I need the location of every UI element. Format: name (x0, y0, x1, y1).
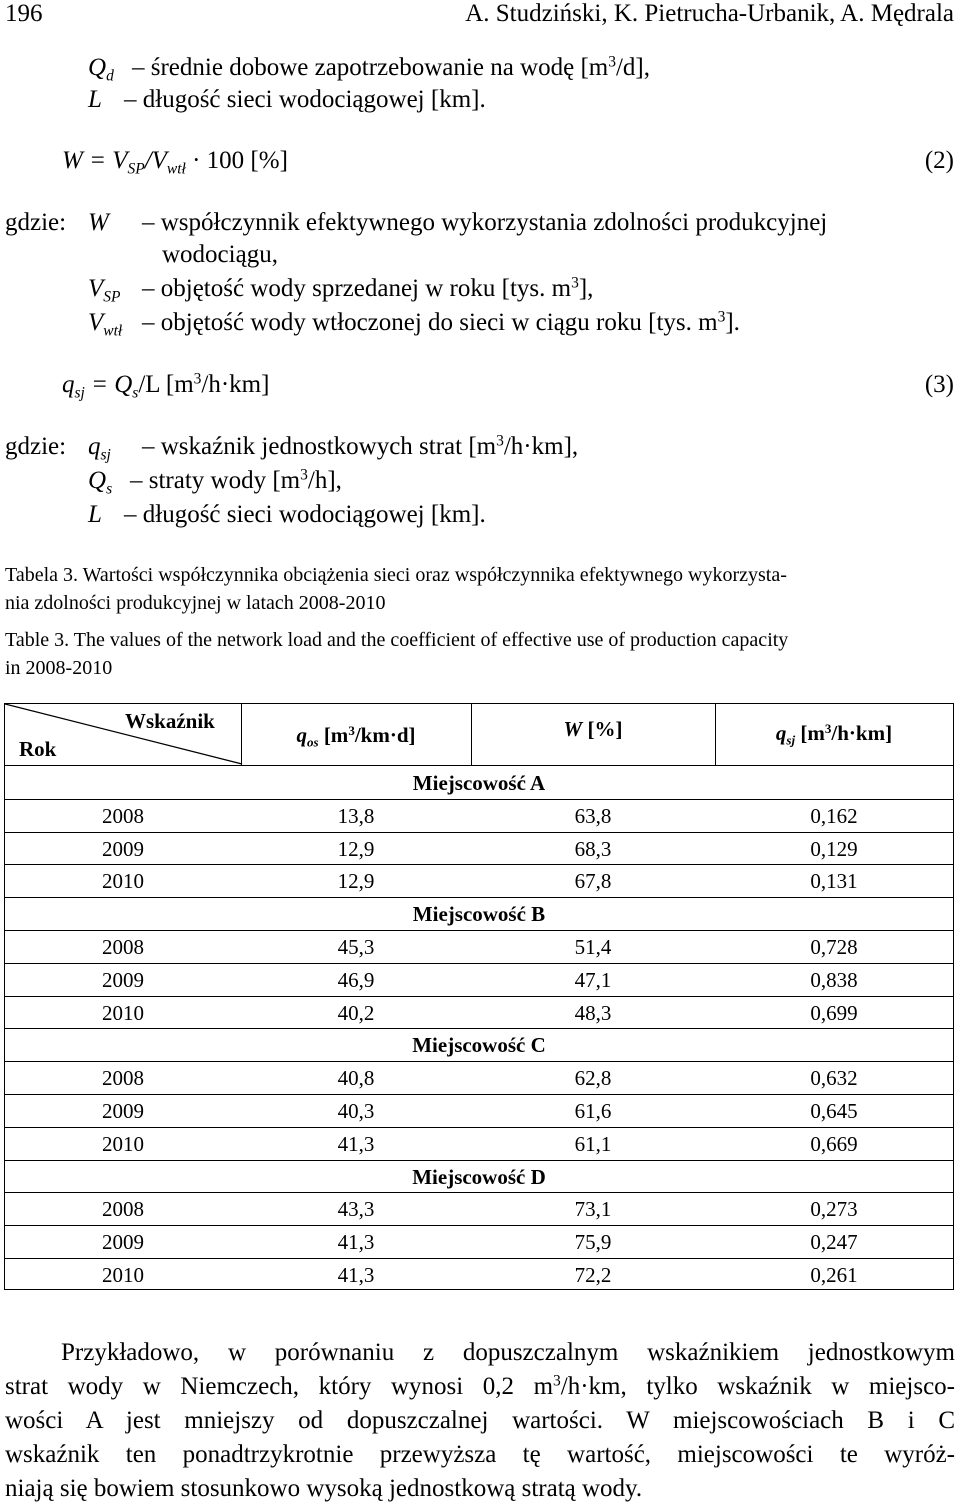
paragraph-line: wskaźnik ten ponadtrzykrotnie przewyższa tę wartość, miejscowości te wyróż- (5, 1441, 955, 1468)
value-cell: 47,1 (574, 967, 612, 992)
value-cell: 0,728 (810, 935, 858, 959)
paragraph-line: wości A jest mniejszy od dopuszczalnej wartości. W miejscowościach B i C (5, 1407, 955, 1434)
def-L2-symbol: L (88, 501, 102, 528)
paragraph-line: Przykładowo, w porównaniu z dopuszczalnym wskaźnikiem jednostkowym (61, 1339, 955, 1366)
paragraph-line: strat wody w Niemczech, który wynosi 0,2 $m^3/h\cdot km$, tylko wskaźnik w miejsco- (5, 1372, 955, 1400)
value-cell: 12,9 (337, 869, 375, 894)
value-cell: 48,3 (574, 1000, 612, 1025)
value-cell: 40,8 (337, 1066, 375, 1091)
value-cell: 0,247 (810, 1230, 858, 1255)
row-rule (5, 1061, 953, 1062)
def-Qs-symbol: $Q_s$ (88, 467, 113, 498)
corner-label-rok: Rok (19, 737, 57, 761)
def-Qs-text: – straty wody $[m^3/h]$, (130, 466, 342, 494)
year-cell: 2009 (102, 967, 144, 992)
row-rule (5, 963, 953, 964)
row-rule (5, 897, 953, 898)
value-cell: 0,699 (810, 1000, 858, 1025)
def-L-text: – długość sieci wodociągowej [km]. (124, 86, 486, 113)
row-rule (5, 1127, 953, 1128)
def-L-symbol: L (88, 86, 102, 113)
data-table (4, 703, 954, 1290)
equation-3-number: (3) (924, 371, 954, 398)
year-cell: 2008 (102, 1066, 144, 1091)
col-header-qos: $q_{os}$ $[m^3/km\cdot d]$ (296, 722, 416, 750)
row-rule (5, 1192, 953, 1193)
value-cell: 13,8 (337, 803, 375, 828)
value-cell: 62,8 (574, 1066, 612, 1091)
value-cell: 45,3 (337, 935, 375, 959)
value-cell: 72,2 (574, 1263, 612, 1287)
equation-3: $q_{sj} = Q_s/L$ $[m^3/h\cdot km]$ (62, 370, 270, 402)
gdzie-label-2: gdzie: (5, 433, 67, 460)
def-qd-text: – średnie dobowe zapotrzebowanie na wodę $[m^3/d]$, (132, 53, 650, 81)
caption-pl-line1: Tabela 3. Wartości współczynnika obciążenia sieci oraz współczynnika efektywnego wykorzysta- (5, 564, 787, 586)
value-cell: 63,8 (574, 803, 612, 828)
year-cell: 2008 (102, 1197, 144, 1222)
def-Vwtl-text: – objętość wody wtłoczonej do sieci w ciągu roku [tys. $m^3$]. (142, 308, 740, 336)
value-cell: 61,6 (574, 1099, 612, 1123)
col-header-qsj: $q_{sj}$ $[m^3/h\cdot km]$ (775, 720, 893, 748)
value-cell: 0,162 (810, 803, 858, 828)
def-qsj-text: – wskaźnik jednostkowych strat $[m^3/h\cdot km]$, (142, 432, 579, 460)
value-cell: 0,273 (810, 1197, 858, 1222)
value-cell: 67,8 (574, 869, 612, 894)
row-rule (5, 799, 953, 800)
value-cell: 0,838 (810, 967, 858, 992)
gdzie-label: gdzie: (5, 209, 67, 236)
body-paragraph (5, 1336, 955, 1506)
year-cell: 2010 (102, 1263, 144, 1287)
caption-en-line2: in 2008-2010 (5, 657, 113, 679)
year-cell: 2010 (102, 869, 144, 894)
group-header: Miejscowość D (412, 1164, 546, 1189)
def-Vwtl-symbol: $V_{wtł}$ (88, 309, 123, 340)
value-cell: 0,632 (810, 1066, 858, 1091)
value-cell: 61,1 (574, 1131, 612, 1156)
def-W-symbol: W (88, 209, 109, 236)
year-cell: 2009 (102, 1230, 144, 1255)
value-cell: 0,131 (810, 869, 858, 894)
group-header: Miejscowość B (412, 902, 546, 927)
value-cell: 40,2 (337, 1000, 375, 1025)
row-rule (5, 1258, 953, 1259)
value-cell: 41,3 (337, 1263, 375, 1287)
col-header-W: W [%] (563, 717, 623, 741)
equation-2: $W = V_{SP}/V_{wtł} \cdot 100$ [%] (62, 147, 288, 178)
row-rule (5, 996, 953, 997)
def-qsj-symbol: $q_{sj}$ (88, 433, 111, 464)
row-rule (5, 930, 953, 931)
value-cell: 0,645 (810, 1099, 858, 1123)
value-cell: 0,261 (810, 1263, 858, 1287)
paragraph-line: niają się bowiem stosunkowo wysoką jednostkową stratą wody. (5, 1475, 643, 1502)
value-cell: 75,9 (574, 1230, 612, 1255)
value-cell: 40,3 (337, 1099, 375, 1123)
running-header-authors: A. Studziński, K. Pietrucha-Urbanik, A. Mędrala (465, 0, 954, 27)
def-qd: $Q_d$ (88, 54, 114, 85)
def-VSP-text: – objętość wody sprzedanej w roku [tys. $m^3$], (142, 274, 594, 302)
value-cell: 41,3 (337, 1131, 375, 1156)
group-header: Miejscowość A (412, 771, 546, 795)
year-cell: 2009 (102, 836, 144, 861)
def-W-text: – współczynnik efektywnego wykorzystania zdolności produkcyjnej (142, 209, 828, 236)
year-cell: 2010 (102, 1000, 144, 1025)
value-cell: 68,3 (574, 836, 612, 861)
value-cell: 12,9 (337, 836, 375, 861)
row-rule (5, 864, 953, 865)
value-cell: 73,1 (574, 1197, 612, 1222)
value-cell: 0,129 (810, 836, 858, 861)
row-rule (5, 1028, 953, 1029)
caption-pl-line2: nia zdolności produkcyjnej w latach 2008-2010 (5, 592, 386, 614)
row-rule (5, 832, 953, 833)
value-cell: 41,3 (337, 1230, 375, 1255)
caption-en-line1: Table 3. The values of the network load and the coefficient of effective use of production capacity (5, 629, 789, 651)
row-rule (5, 1094, 953, 1095)
def-VSP-symbol: $V_{SP}$ (88, 275, 121, 306)
year-cell: 2008 (102, 935, 144, 959)
value-cell: 0,669 (810, 1131, 858, 1156)
value-cell: 46,9 (337, 967, 375, 992)
row-rule (5, 1225, 953, 1226)
group-header: Miejscowość C (412, 1033, 546, 1058)
row-rule (5, 1160, 953, 1161)
year-cell: 2009 (102, 1099, 144, 1123)
value-cell: 43,3 (337, 1197, 375, 1222)
def-W-text-cont: wodociągu, (162, 241, 278, 268)
year-cell: 2010 (102, 1131, 144, 1156)
year-cell: 2008 (102, 803, 144, 828)
header-bottom-rule (5, 765, 953, 766)
equation-2-number: (2) (924, 147, 954, 174)
def-L2-text: – długość sieci wodociągowej [km]. (124, 501, 486, 528)
corner-label-wskaznik: Wskaźnik (125, 709, 215, 733)
page-number: 196 (5, 0, 43, 27)
value-cell: 51,4 (574, 935, 612, 959)
